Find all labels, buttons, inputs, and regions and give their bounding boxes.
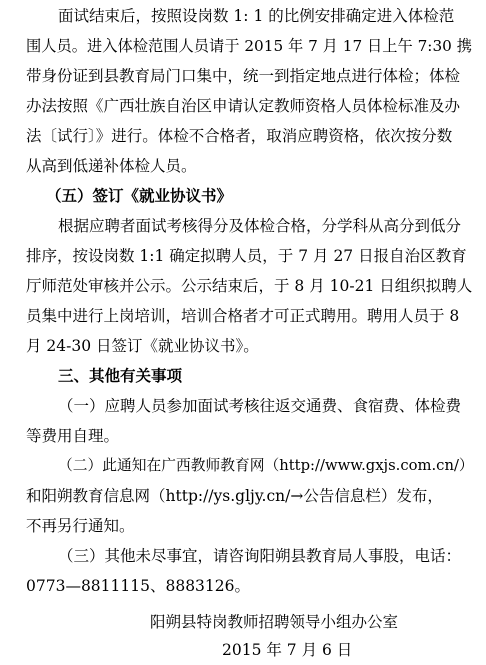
para-sign-line-4: 员集中进行上岗培训，培训合格者才可正式聘用。聘用人员于 8 xyxy=(26,307,460,325)
item-2-line-3: 不再另行通知。 xyxy=(26,517,135,535)
para-sign-line-3: 厅师范处审核并公示。公示结束后，于 8 月 10-21 日组织拟聘人 xyxy=(26,277,473,295)
item-2-line-2: 和阳朔教育信息网（http://ys.gljy.cn/→公告信息栏）发布， xyxy=(26,487,443,505)
item-1-line-1: （一）应聘人员参加面试考核往返交通费、食宿费、体检费 xyxy=(58,397,462,415)
para-interview-line-6: 从高到低递补体检人员。 xyxy=(26,157,197,175)
para-interview-line-5: 法〔试行〕》进行。体检不合格者，取消应聘资格，依次按分数 xyxy=(26,127,453,145)
section-heading-other-matters: 三、其他有关事项 xyxy=(58,366,183,385)
para-sign-line-1: 根据应聘者面试考核得分及体检合格，分学科从高分到低分 xyxy=(58,217,462,235)
signature-office: 阳朔县特岗教师招聘领导小组办公室 xyxy=(150,613,399,631)
para-interview-line-4: 办法按照《广西壮族自治区申请认定教师资格人员体检标准及办 xyxy=(26,97,461,115)
item-2-line-1: （二）此通知在广西教师教育网（http://www.gxjs.com.cn/） xyxy=(58,457,474,474)
item-1-line-2: 等费用自理。 xyxy=(26,427,120,445)
para-interview-line-3: 带身份证到县教育局门口集中，统一到指定地点进行体检；体检 xyxy=(26,67,461,85)
para-sign-line-2: 排序，按设岗数 1:1 确定拟聘人员，于 7 月 27 日报自治区教育 xyxy=(26,247,467,265)
item-3-line-1: （三）其他未尽事宜，请咨询阳朔县教育局人事股，电话： xyxy=(58,547,462,565)
para-interview-line-1: 面试结束后，按照设岗数 1: 1 的比例安排确定进入体检范 xyxy=(58,7,455,25)
document-date: 2015 年 7 月 6 日 xyxy=(222,641,353,659)
section-heading-sign-agreement: （五）签订《就业协议书》 xyxy=(46,186,233,205)
item-3-line-2: 0773—8811115、8883126。 xyxy=(26,577,251,595)
para-interview-line-2: 围人员。进入体检范围人员请于 2015 年 7 月 17 日上午 7:30 携 xyxy=(26,37,472,55)
para-sign-line-5: 月 24-30 日签订《就业协议书》。 xyxy=(26,337,259,355)
